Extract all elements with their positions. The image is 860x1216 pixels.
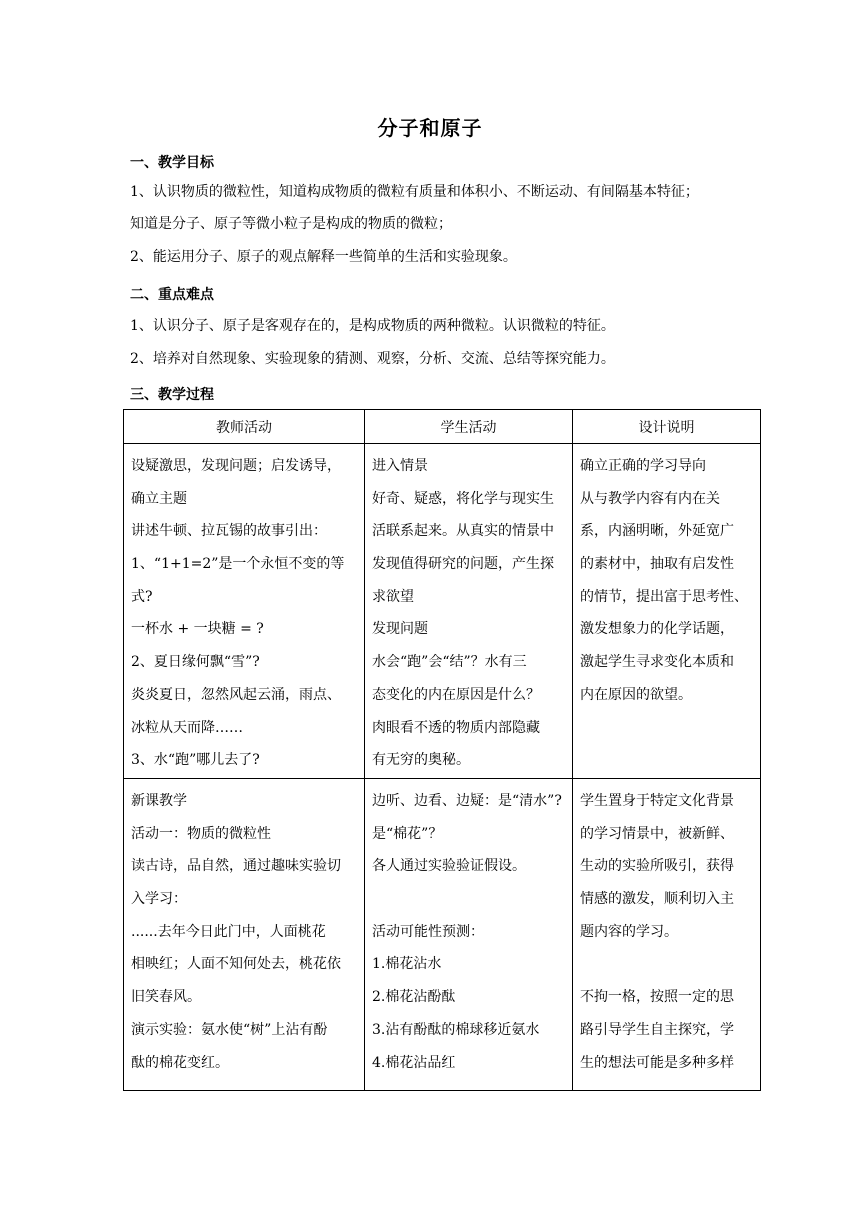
header-teacher-activity: 教师活动: [124, 410, 365, 444]
cell-line: 读古诗，品自然，通过趣味实验切: [131, 858, 341, 875]
cell-line: 的学习情景中，被新鲜、: [580, 825, 734, 842]
header-design-notes: 设计说明: [573, 410, 761, 444]
cell-line: 水会“跑”会“结”？水有三: [372, 654, 527, 671]
cell-line: 生动的实验所吸引，获得: [580, 858, 734, 875]
cell-line: 的素材中，抽取有启发性: [580, 556, 734, 573]
cell-line: 活联系起来。从真实的情景中: [372, 523, 554, 540]
cell-line: 式?: [131, 588, 153, 605]
cell-line: 2、夏日缘何飘“雪”?: [131, 654, 260, 671]
cell-line: 一杯水 + 一块糖 = ?: [131, 621, 264, 638]
teacher-cell: [124, 444, 365, 779]
cell-line: 题内容的学习。: [580, 923, 678, 940]
cell-line: 发现值得研究的问题，产生探: [372, 556, 554, 573]
cell-line: 冰粒从天而降……: [131, 719, 243, 736]
cell-line: 旧笑春风。: [131, 989, 201, 1006]
cell-line: 演示实验：氨水使“树”上沾有酚: [131, 1021, 328, 1038]
cell-line: 确立正确的学习导向: [580, 458, 706, 474]
design-cell: [573, 779, 761, 1091]
cell-line: 激发想象力的化学话题，: [580, 621, 734, 638]
design-cell: [573, 444, 761, 779]
cell-line: 3.沾有酚酞的棉球移近氨水: [372, 1021, 540, 1038]
key-points-line: 2、培养对自然现象、实验现象的猜测、观察，分析、交流、总结等探究能力。: [130, 351, 615, 367]
cell-line: 活动可能性预测：: [372, 923, 484, 940]
teaching-process-table: [123, 409, 761, 1091]
cell-line: 酞的棉花变红。: [131, 1054, 229, 1071]
cell-line: 从与教学内容有内在关: [580, 490, 720, 507]
cell-line: 生的想法可能是多种多样: [580, 1054, 734, 1071]
cell-line: 求欲望: [372, 588, 414, 605]
cell-line: 内在原因的欲望。: [580, 686, 692, 703]
cell-line: 3、水“跑”哪儿去了?: [131, 752, 260, 769]
cell-line: 各人通过实验验证假设。: [372, 858, 526, 875]
cell-line: 的情节，提出富于思考性、: [580, 588, 748, 605]
cell-line: 活动一：物质的微粒性: [131, 825, 271, 842]
student-cell: [365, 444, 573, 779]
cell-line: 设疑激思，发现问题；启发诱导，: [131, 458, 341, 474]
cell-line: 炎炎夏日，忽然风起云涌，雨点、: [131, 686, 341, 703]
key-points-line: 1、认识分子、原子是客观存在的，是构成物质的两种微粒。认识微粒的特征。: [130, 318, 615, 334]
cell-line: [372, 883, 566, 916]
cell-line: 入学习：: [131, 891, 187, 908]
cell-line: 情感的激发，顺利切入主: [580, 891, 734, 908]
cell-line: 是“棉花”？: [372, 825, 443, 842]
objectives-line: 2、能运用分子、原子的观点解释一些简单的生活和实验现象。: [130, 249, 517, 265]
cell-line: 1.棉花沾水: [372, 956, 442, 973]
cell-line: 新课教学: [131, 793, 187, 809]
cell-line: 不拘一格，按照一定的思: [580, 989, 734, 1006]
teacher-cell: [124, 779, 365, 1091]
cell-line: 肉眼看不透的物质内部隐藏: [372, 719, 540, 736]
cell-line: 边听、边看、边疑：是“清水”?: [372, 793, 562, 809]
cell-line: 4.棉花沾品红: [372, 1054, 456, 1071]
table-header-row: [124, 410, 761, 444]
cell-line: 激起学生寻求变化本质和: [580, 654, 734, 671]
cell-line: 路引导学生自主探究，学: [580, 1021, 734, 1038]
cell-line: 2.棉花沾酚酞: [372, 989, 456, 1006]
objectives-line: 1、认识物质的微粒性，知道构成物质的微粒有质量和体积小、不断运动、有间隔基本特征；: [130, 184, 699, 200]
section-heading-key-points: 二、重点难点: [130, 287, 214, 303]
cell-line: 相映红；人面不知何处去，桃花依: [131, 956, 341, 973]
cell-line: 1、“1+1=2”是一个永恒不变的等: [131, 556, 345, 573]
cell-line: 讲述牛顿、拉瓦锡的故事引出：: [131, 523, 327, 540]
cell-line: 系，内涵明晰，外延宽广: [580, 523, 734, 540]
student-cell: [365, 779, 573, 1091]
table-row: [124, 779, 761, 1091]
cell-line: 态变化的内在原因是什么？: [372, 686, 540, 703]
cell-line: 有无穷的奥秘。: [372, 752, 470, 769]
cell-line: 发现问题: [372, 621, 428, 638]
cell-line: [580, 948, 754, 981]
table-row: [124, 444, 761, 779]
cell-line: ......去年今日此门中，人面桃花: [131, 923, 326, 940]
cell-line: 好奇、疑惑，将化学与现实生: [372, 490, 554, 507]
section-heading-process: 三、教学过程: [130, 387, 214, 403]
cell-line: 进入情景: [372, 458, 428, 474]
cell-line: 确立主题: [131, 490, 187, 507]
objectives-line: 知道是分子、原子等微小粒子是构成的物质的微粒；: [130, 216, 452, 232]
section-heading-objectives: 一、教学目标: [130, 155, 214, 171]
document-title: 分子和原子: [377, 116, 483, 140]
header-student-activity: 学生活动: [365, 410, 573, 444]
cell-line: 学生置身于特定文化背景: [580, 793, 734, 809]
